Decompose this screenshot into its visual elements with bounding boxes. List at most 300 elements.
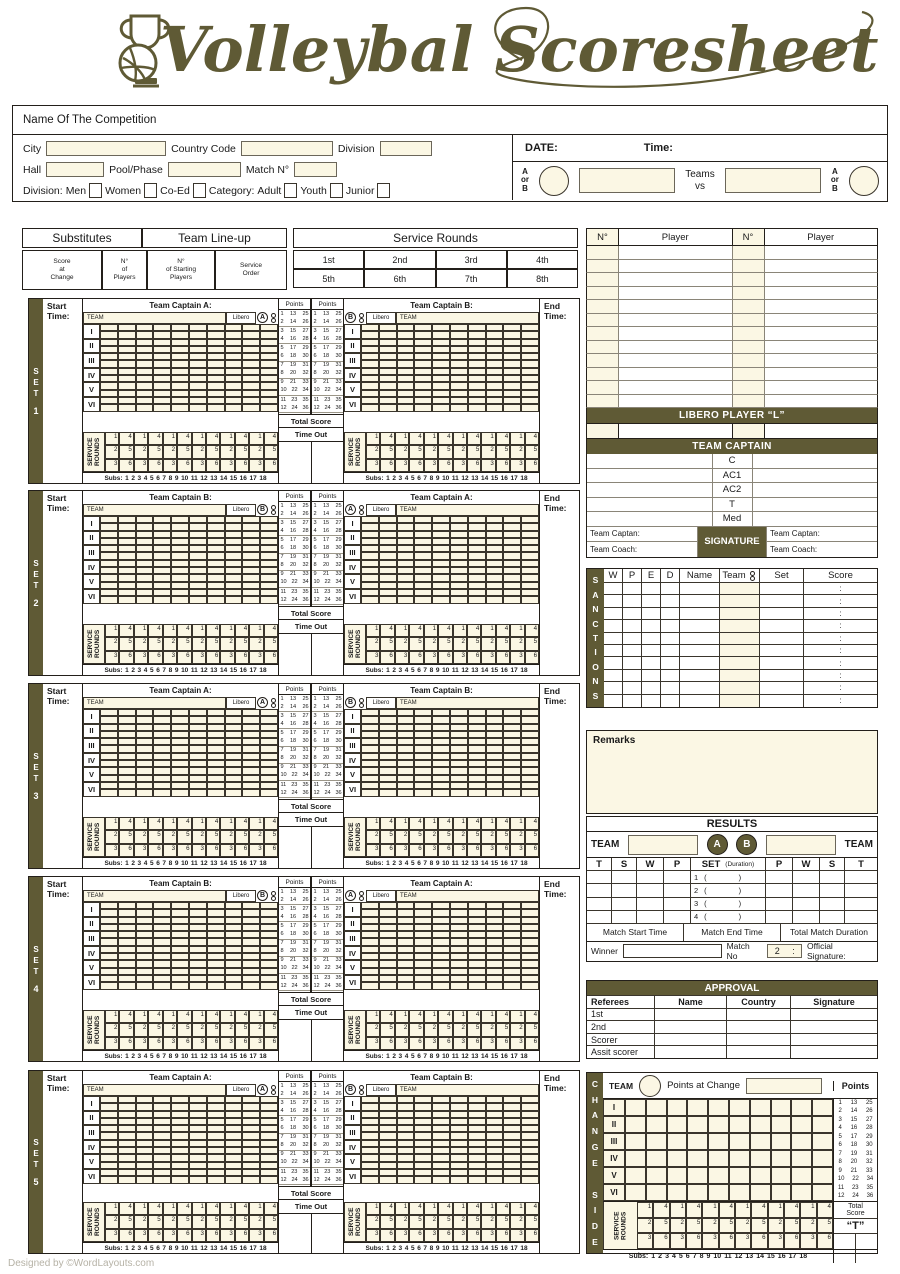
rotation-cell[interactable] <box>361 346 379 353</box>
service-round-cell[interactable]: 6 <box>467 1229 481 1242</box>
rotation-cell[interactable] <box>100 516 118 523</box>
rotation-cell[interactable] <box>136 960 154 967</box>
change-side-cell[interactable] <box>771 1167 792 1184</box>
service-round-cell[interactable]: 1 <box>134 817 148 830</box>
rotation-cell[interactable] <box>414 1118 432 1125</box>
subs-number[interactable]: 2 <box>392 1244 396 1252</box>
service-round-cell[interactable]: 3 <box>163 1229 177 1242</box>
change-side-cell[interactable] <box>812 1167 833 1184</box>
rotation-cell[interactable] <box>450 1103 468 1110</box>
rotation-cell[interactable] <box>153 397 171 404</box>
rotation-cell[interactable] <box>171 567 189 574</box>
rotation-cell[interactable] <box>468 596 486 603</box>
service-round-cell[interactable]: 2 <box>424 637 438 650</box>
rotation-cell[interactable] <box>171 404 189 411</box>
subs-number[interactable]: 4 <box>143 859 148 867</box>
rotation-cell[interactable] <box>153 552 171 559</box>
service-round-cell[interactable]: 1 <box>395 1010 409 1023</box>
result-w-right[interactable] <box>793 911 820 923</box>
subs-number[interactable]: 11 <box>190 859 198 867</box>
rotation-cell[interactable] <box>207 545 225 552</box>
rotation-cell[interactable] <box>225 523 243 530</box>
rotation-cell[interactable] <box>260 353 278 360</box>
rotation-cell[interactable] <box>118 1096 136 1103</box>
service-round-cell[interactable]: 1 <box>735 1202 751 1218</box>
service-round-cell[interactable]: 5 <box>177 1215 191 1228</box>
rotation-cell[interactable] <box>100 760 118 767</box>
subs-number[interactable]: 1 <box>125 1244 129 1252</box>
subs-number[interactable]: 4 <box>671 1253 676 1260</box>
rotation-cell[interactable] <box>521 582 539 589</box>
service-round-cell[interactable]: 6 <box>119 459 133 472</box>
rotation-cell[interactable] <box>171 960 189 967</box>
libero-name-1[interactable] <box>619 424 733 438</box>
rotation-cell[interactable] <box>379 574 397 581</box>
rotation-cell[interactable] <box>100 982 118 989</box>
rotation-cell[interactable] <box>171 375 189 382</box>
rotation-cell[interactable] <box>468 346 486 353</box>
rotation-cell[interactable] <box>260 1132 278 1139</box>
rotation-cell[interactable] <box>486 946 504 953</box>
service-round-cell[interactable]: 2 <box>366 445 380 458</box>
result-w-left[interactable] <box>637 871 664 883</box>
rotation-cell[interactable] <box>118 1162 136 1169</box>
rotation-cell[interactable] <box>189 574 207 581</box>
service-round-cell[interactable]: 2 <box>366 1023 380 1036</box>
service-round-cell[interactable]: 6 <box>264 651 278 664</box>
service-round-cell[interactable]: 4 <box>525 1202 539 1215</box>
service-round-cell[interactable]: 3 <box>395 844 409 857</box>
rotation-cell[interactable] <box>450 1147 468 1154</box>
subs-number[interactable]: 18 <box>259 474 267 482</box>
rotation-cell[interactable] <box>100 1096 118 1103</box>
rotation-cell[interactable] <box>432 775 450 782</box>
service-round-cell[interactable]: 4 <box>206 1202 220 1215</box>
rotation-cell[interactable] <box>100 931 118 938</box>
rotation-cell[interactable] <box>153 538 171 545</box>
service-round-cell[interactable]: 2 <box>453 1215 467 1228</box>
rotation-cell[interactable] <box>171 382 189 389</box>
rotation-cell[interactable] <box>486 775 504 782</box>
service-round-cell[interactable]: 3 <box>220 651 234 664</box>
service-round-cell[interactable]: 2 <box>481 1023 495 1036</box>
rotation-cell[interactable] <box>100 346 118 353</box>
rotation-cell[interactable] <box>503 946 521 953</box>
rotation-cell[interactable] <box>361 745 379 752</box>
rotation-cell[interactable] <box>260 1169 278 1176</box>
rotation-cell[interactable] <box>432 1103 450 1110</box>
rotation-cell[interactable] <box>521 1103 539 1110</box>
rotation-cell[interactable] <box>171 1176 189 1183</box>
rotation-cell[interactable] <box>100 1147 118 1154</box>
rotation-cell[interactable] <box>153 324 171 331</box>
service-round-cell[interactable]: 2 <box>192 1023 206 1036</box>
service-round-cell[interactable]: 5 <box>496 445 510 458</box>
service-round-cell[interactable]: 1 <box>220 1202 234 1215</box>
rotation-cell[interactable] <box>171 1111 189 1118</box>
rotation-cell[interactable] <box>242 339 260 346</box>
rotation-cell[interactable] <box>450 353 468 360</box>
rotation-cell[interactable] <box>242 931 260 938</box>
remarks-box[interactable]: Remarks <box>586 730 878 814</box>
rotation-cell[interactable] <box>361 339 379 346</box>
subs-number[interactable]: 16 <box>239 1052 247 1060</box>
rotation-cell[interactable] <box>361 753 379 760</box>
rotation-cell[interactable] <box>189 753 207 760</box>
subs-number[interactable]: 8 <box>168 474 173 482</box>
service-round-cell[interactable]: 6 <box>525 459 539 472</box>
subs-number[interactable]: 13 <box>210 1244 218 1252</box>
rotation-cell[interactable] <box>414 1125 432 1132</box>
service-round-cell[interactable]: 3 <box>424 459 438 472</box>
rotation-cell[interactable] <box>379 909 397 916</box>
service-round-cell[interactable]: 6 <box>817 1233 833 1249</box>
rotation-cell[interactable] <box>361 1125 379 1132</box>
sanction-score[interactable]: : <box>839 670 842 680</box>
rotation-cell[interactable] <box>450 1118 468 1125</box>
rotation-cell[interactable] <box>503 938 521 945</box>
rotation-cell[interactable] <box>432 346 450 353</box>
service-round-cell[interactable]: 5 <box>206 1023 220 1036</box>
rotation-cell[interactable] <box>153 523 171 530</box>
service-round-cell[interactable]: 2 <box>510 830 524 843</box>
subs-number[interactable]: 12 <box>461 666 469 674</box>
rotation-cell[interactable] <box>118 738 136 745</box>
subs-number[interactable]: 14 <box>756 1253 764 1260</box>
rotation-cell[interactable] <box>153 767 171 774</box>
service-round-cell[interactable]: 3 <box>163 844 177 857</box>
rotation-cell[interactable] <box>414 589 432 596</box>
rotation-cell[interactable] <box>503 582 521 589</box>
rotation-cell[interactable] <box>242 538 260 545</box>
subs-number[interactable]: 3 <box>398 859 403 867</box>
rotation-cell[interactable] <box>242 346 260 353</box>
rotation-cell[interactable] <box>521 589 539 596</box>
rotation-cell[interactable] <box>153 1096 171 1103</box>
rotation-cell[interactable] <box>486 346 504 353</box>
rotation-cell[interactable] <box>450 982 468 989</box>
service-round-cell[interactable]: 1 <box>192 432 206 445</box>
rotation-cell[interactable] <box>118 1176 136 1183</box>
rotation-cell[interactable] <box>242 716 260 723</box>
service-round-cell[interactable]: 5 <box>525 1023 539 1036</box>
subs-number[interactable]: 12 <box>461 1052 469 1060</box>
rotation-cell[interactable] <box>260 368 278 375</box>
rotation-cell[interactable] <box>361 946 379 953</box>
roster-player-left[interactable] <box>619 354 733 367</box>
rotation-cell[interactable] <box>486 516 504 523</box>
rotation-cell[interactable] <box>450 545 468 552</box>
service-round-cell[interactable]: 6 <box>686 1233 702 1249</box>
rotation-cell[interactable] <box>521 716 539 723</box>
rotation-cell[interactable] <box>521 516 539 523</box>
service-round-cell[interactable]: 5 <box>496 637 510 650</box>
rotation-cell[interactable] <box>153 390 171 397</box>
rotation-cell[interactable] <box>189 917 207 924</box>
rotation-cell[interactable] <box>521 1162 539 1169</box>
rotation-cell[interactable] <box>207 404 225 411</box>
subs-number[interactable]: 7 <box>423 666 428 674</box>
subs-number[interactable]: 11 <box>451 1244 459 1252</box>
subs-number[interactable]: 10 <box>442 859 450 867</box>
service-round-cell[interactable]: 4 <box>206 624 220 637</box>
service-round-cell[interactable]: 3 <box>105 459 119 472</box>
rotation-cell[interactable] <box>486 753 504 760</box>
service-round-cell[interactable]: 2 <box>163 637 177 650</box>
service-round-cell[interactable]: 5 <box>409 445 423 458</box>
rotation-cell[interactable] <box>432 960 450 967</box>
subs-number[interactable]: 6 <box>417 1052 421 1060</box>
roster-player-right[interactable] <box>765 300 878 313</box>
rotation-cell[interactable] <box>260 1103 278 1110</box>
service-round-cell[interactable]: 2 <box>453 830 467 843</box>
rotation-cell[interactable] <box>189 938 207 945</box>
team-right-circle[interactable] <box>849 166 879 196</box>
change-side-cell[interactable] <box>771 1133 792 1150</box>
rotation-cell[interactable] <box>414 724 432 731</box>
rotation-cell[interactable] <box>414 368 432 375</box>
subs-number[interactable]: 5 <box>410 859 415 867</box>
rotation-cell[interactable] <box>153 917 171 924</box>
rotation-cell[interactable] <box>100 339 118 346</box>
rotation-cell[interactable] <box>136 545 154 552</box>
rotation-cell[interactable] <box>486 596 504 603</box>
rotation-cell[interactable] <box>361 709 379 716</box>
subs-number[interactable]: 8 <box>429 1244 434 1252</box>
rotation-cell[interactable] <box>242 324 260 331</box>
rotation-cell[interactable] <box>397 552 415 559</box>
rotation-cell[interactable] <box>361 538 379 545</box>
rotation-cell[interactable] <box>450 531 468 538</box>
subs-number[interactable]: 13 <box>471 1052 479 1060</box>
roster-no-right[interactable] <box>733 395 765 408</box>
rotation-cell[interactable] <box>361 596 379 603</box>
checkbox-youth[interactable] <box>330 183 343 198</box>
subs-number[interactable]: 1 <box>386 1244 390 1252</box>
rotation-cell[interactable] <box>225 353 243 360</box>
rotation-cell[interactable] <box>189 552 207 559</box>
rotation-cell[interactable] <box>521 552 539 559</box>
rotation-cell[interactable] <box>397 1125 415 1132</box>
rotation-cell[interactable] <box>100 1118 118 1125</box>
rotation-cell[interactable] <box>100 368 118 375</box>
service-round-cell[interactable]: 2 <box>220 1215 234 1228</box>
rotation-cell[interactable] <box>486 339 504 346</box>
subs-number[interactable]: 2 <box>392 666 396 674</box>
change-side-cell[interactable] <box>812 1116 833 1133</box>
rotation-cell[interactable] <box>468 1111 486 1118</box>
service-round-cell[interactable]: 1 <box>249 432 263 445</box>
service-round-cell[interactable]: 1 <box>510 1010 524 1023</box>
service-round-cell[interactable]: 5 <box>496 1023 510 1036</box>
roster-no-right[interactable] <box>733 341 765 354</box>
sanction-e[interactable] <box>642 620 661 631</box>
rotation-cell[interactable] <box>432 1096 450 1103</box>
roster-no-left[interactable] <box>587 246 619 259</box>
rotation-cell[interactable] <box>361 582 379 589</box>
rotation-cell[interactable] <box>503 339 521 346</box>
subs-number[interactable]: 17 <box>249 1052 257 1060</box>
service-round-cell[interactable]: 4 <box>653 1202 669 1218</box>
rotation-cell[interactable] <box>207 382 225 389</box>
service-round-cell[interactable]: 1 <box>220 432 234 445</box>
rotation-cell[interactable] <box>100 397 118 404</box>
rotation-cell[interactable] <box>521 567 539 574</box>
rotation-cell[interactable] <box>153 516 171 523</box>
subs-number[interactable]: 11 <box>451 666 459 674</box>
subs-number[interactable]: 18 <box>259 666 267 674</box>
rotation-cell[interactable] <box>207 360 225 367</box>
rotation-cell[interactable] <box>397 1140 415 1147</box>
rotation-cell[interactable] <box>414 938 432 945</box>
service-round-cell[interactable]: 5 <box>119 830 133 843</box>
sanction-w[interactable] <box>604 583 623 594</box>
service-round-cell[interactable]: 1 <box>424 624 438 637</box>
rotation-cell[interactable] <box>100 909 118 916</box>
rotation-cell[interactable] <box>225 582 243 589</box>
change-side-cell[interactable] <box>708 1150 729 1167</box>
rotation-cell[interactable] <box>189 716 207 723</box>
service-round-cell[interactable]: 3 <box>395 1229 409 1242</box>
rotation-cell[interactable] <box>468 382 486 389</box>
rotation-cell[interactable] <box>136 709 154 716</box>
rotation-cell[interactable] <box>171 1118 189 1125</box>
service-round-cell[interactable]: 4 <box>496 1010 510 1023</box>
subs-number[interactable]: 7 <box>162 1052 167 1060</box>
rotation-cell[interactable] <box>379 775 397 782</box>
rotation-cell[interactable] <box>100 324 118 331</box>
service-round-cell[interactable]: 5 <box>467 1215 481 1228</box>
rotation-cell[interactable] <box>503 560 521 567</box>
rotation-cell[interactable] <box>153 975 171 982</box>
roster-no-left[interactable] <box>587 260 619 273</box>
sanction-set[interactable] <box>760 608 804 619</box>
roster-player-right[interactable] <box>765 381 878 394</box>
rotation-cell[interactable] <box>486 953 504 960</box>
service-round-cell[interactable]: 3 <box>510 1229 524 1242</box>
rotation-cell[interactable] <box>242 331 260 338</box>
total-blank-a[interactable] <box>279 634 312 675</box>
rotation-cell[interactable] <box>136 560 154 567</box>
roster-player-right[interactable] <box>765 273 878 286</box>
rotation-cell[interactable] <box>379 339 397 346</box>
rotation-cell[interactable] <box>207 953 225 960</box>
service-round-cell[interactable]: 2 <box>637 1218 653 1234</box>
rotation-cell[interactable] <box>242 1140 260 1147</box>
service-round-cell[interactable]: 6 <box>409 844 423 857</box>
rotation-cell[interactable] <box>361 382 379 389</box>
sanction-e[interactable] <box>642 695 661 707</box>
rotation-cell[interactable] <box>379 589 397 596</box>
roster-no-right[interactable] <box>733 287 765 300</box>
rotation-cell[interactable] <box>225 397 243 404</box>
rotation-cell[interactable] <box>207 353 225 360</box>
change-side-cell[interactable] <box>687 1116 708 1133</box>
rotation-cell[interactable] <box>242 745 260 752</box>
subs-number[interactable]: 18 <box>520 1244 528 1252</box>
roster-no-right[interactable] <box>733 300 765 313</box>
rotation-cell[interactable] <box>503 724 521 731</box>
change-side-cell[interactable] <box>771 1150 792 1167</box>
rotation-cell[interactable] <box>260 931 278 938</box>
rotation-cell[interactable] <box>118 1103 136 1110</box>
rotation-cell[interactable] <box>100 946 118 953</box>
rotation-cell[interactable] <box>118 709 136 716</box>
rotation-cell[interactable] <box>207 346 225 353</box>
rotation-cell[interactable] <box>207 760 225 767</box>
subs-number[interactable]: 18 <box>520 666 528 674</box>
rotation-cell[interactable] <box>521 545 539 552</box>
sanction-name[interactable] <box>680 695 720 707</box>
rotation-cell[interactable] <box>260 745 278 752</box>
rotation-cell[interactable] <box>189 531 207 538</box>
rotation-cell[interactable] <box>361 982 379 989</box>
rotation-cell[interactable] <box>432 368 450 375</box>
service-round-cell[interactable]: 5 <box>206 1215 220 1228</box>
subs-number[interactable]: 2 <box>131 1244 135 1252</box>
change-side-cell[interactable] <box>729 1150 750 1167</box>
rotation-cell[interactable] <box>118 902 136 909</box>
rotation-cell[interactable] <box>468 538 486 545</box>
rotation-cell[interactable] <box>432 1132 450 1139</box>
service-round-cell[interactable]: 6 <box>438 844 452 857</box>
approval-name[interactable] <box>655 1034 727 1046</box>
rotation-cell[interactable] <box>153 789 171 796</box>
rotation-cell[interactable] <box>432 753 450 760</box>
rotation-cell[interactable] <box>486 924 504 931</box>
service-round-cell[interactable]: 5 <box>148 1215 162 1228</box>
rotation-cell[interactable] <box>432 339 450 346</box>
rotation-cell[interactable] <box>260 552 278 559</box>
rotation-cell[interactable] <box>171 789 189 796</box>
service-round-cell[interactable]: 4 <box>177 624 191 637</box>
rotation-cell[interactable] <box>361 902 379 909</box>
service-round-cell[interactable]: 5 <box>380 830 394 843</box>
rotation-cell[interactable] <box>225 745 243 752</box>
rotation-cell[interactable] <box>450 738 468 745</box>
rotation-cell[interactable] <box>503 360 521 367</box>
rotation-cell[interactable] <box>260 716 278 723</box>
rotation-cell[interactable] <box>189 953 207 960</box>
team-name-input-right[interactable]: TEAM <box>396 697 539 709</box>
roster-player-left[interactable] <box>619 368 733 381</box>
sanction-score[interactable]: : <box>839 633 842 643</box>
subs-number[interactable]: 4 <box>404 859 409 867</box>
rotation-cell[interactable] <box>432 938 450 945</box>
rotation-cell[interactable] <box>486 390 504 397</box>
service-round-cell[interactable]: 4 <box>817 1202 833 1218</box>
rotation-cell[interactable] <box>486 1162 504 1169</box>
service-round-cell[interactable]: 3 <box>220 459 234 472</box>
service-round-cell[interactable]: 4 <box>119 624 133 637</box>
change-side-cell[interactable] <box>687 1150 708 1167</box>
rotation-cell[interactable] <box>171 339 189 346</box>
sanction-e[interactable] <box>642 633 661 644</box>
service-round-cell[interactable]: 1 <box>105 624 119 637</box>
sanction-set[interactable] <box>760 620 804 631</box>
rotation-cell[interactable] <box>189 760 207 767</box>
rotation-cell[interactable] <box>521 968 539 975</box>
change-side-cell[interactable] <box>625 1150 646 1167</box>
rotation-cell[interactable] <box>486 1140 504 1147</box>
rotation-cell[interactable] <box>486 968 504 975</box>
rotation-cell[interactable] <box>361 523 379 530</box>
rotation-cell[interactable] <box>207 574 225 581</box>
total-blank-b[interactable] <box>312 634 344 675</box>
rotation-cell[interactable] <box>503 1118 521 1125</box>
rotation-cell[interactable] <box>486 731 504 738</box>
subs-number[interactable]: 12 <box>461 1244 469 1252</box>
